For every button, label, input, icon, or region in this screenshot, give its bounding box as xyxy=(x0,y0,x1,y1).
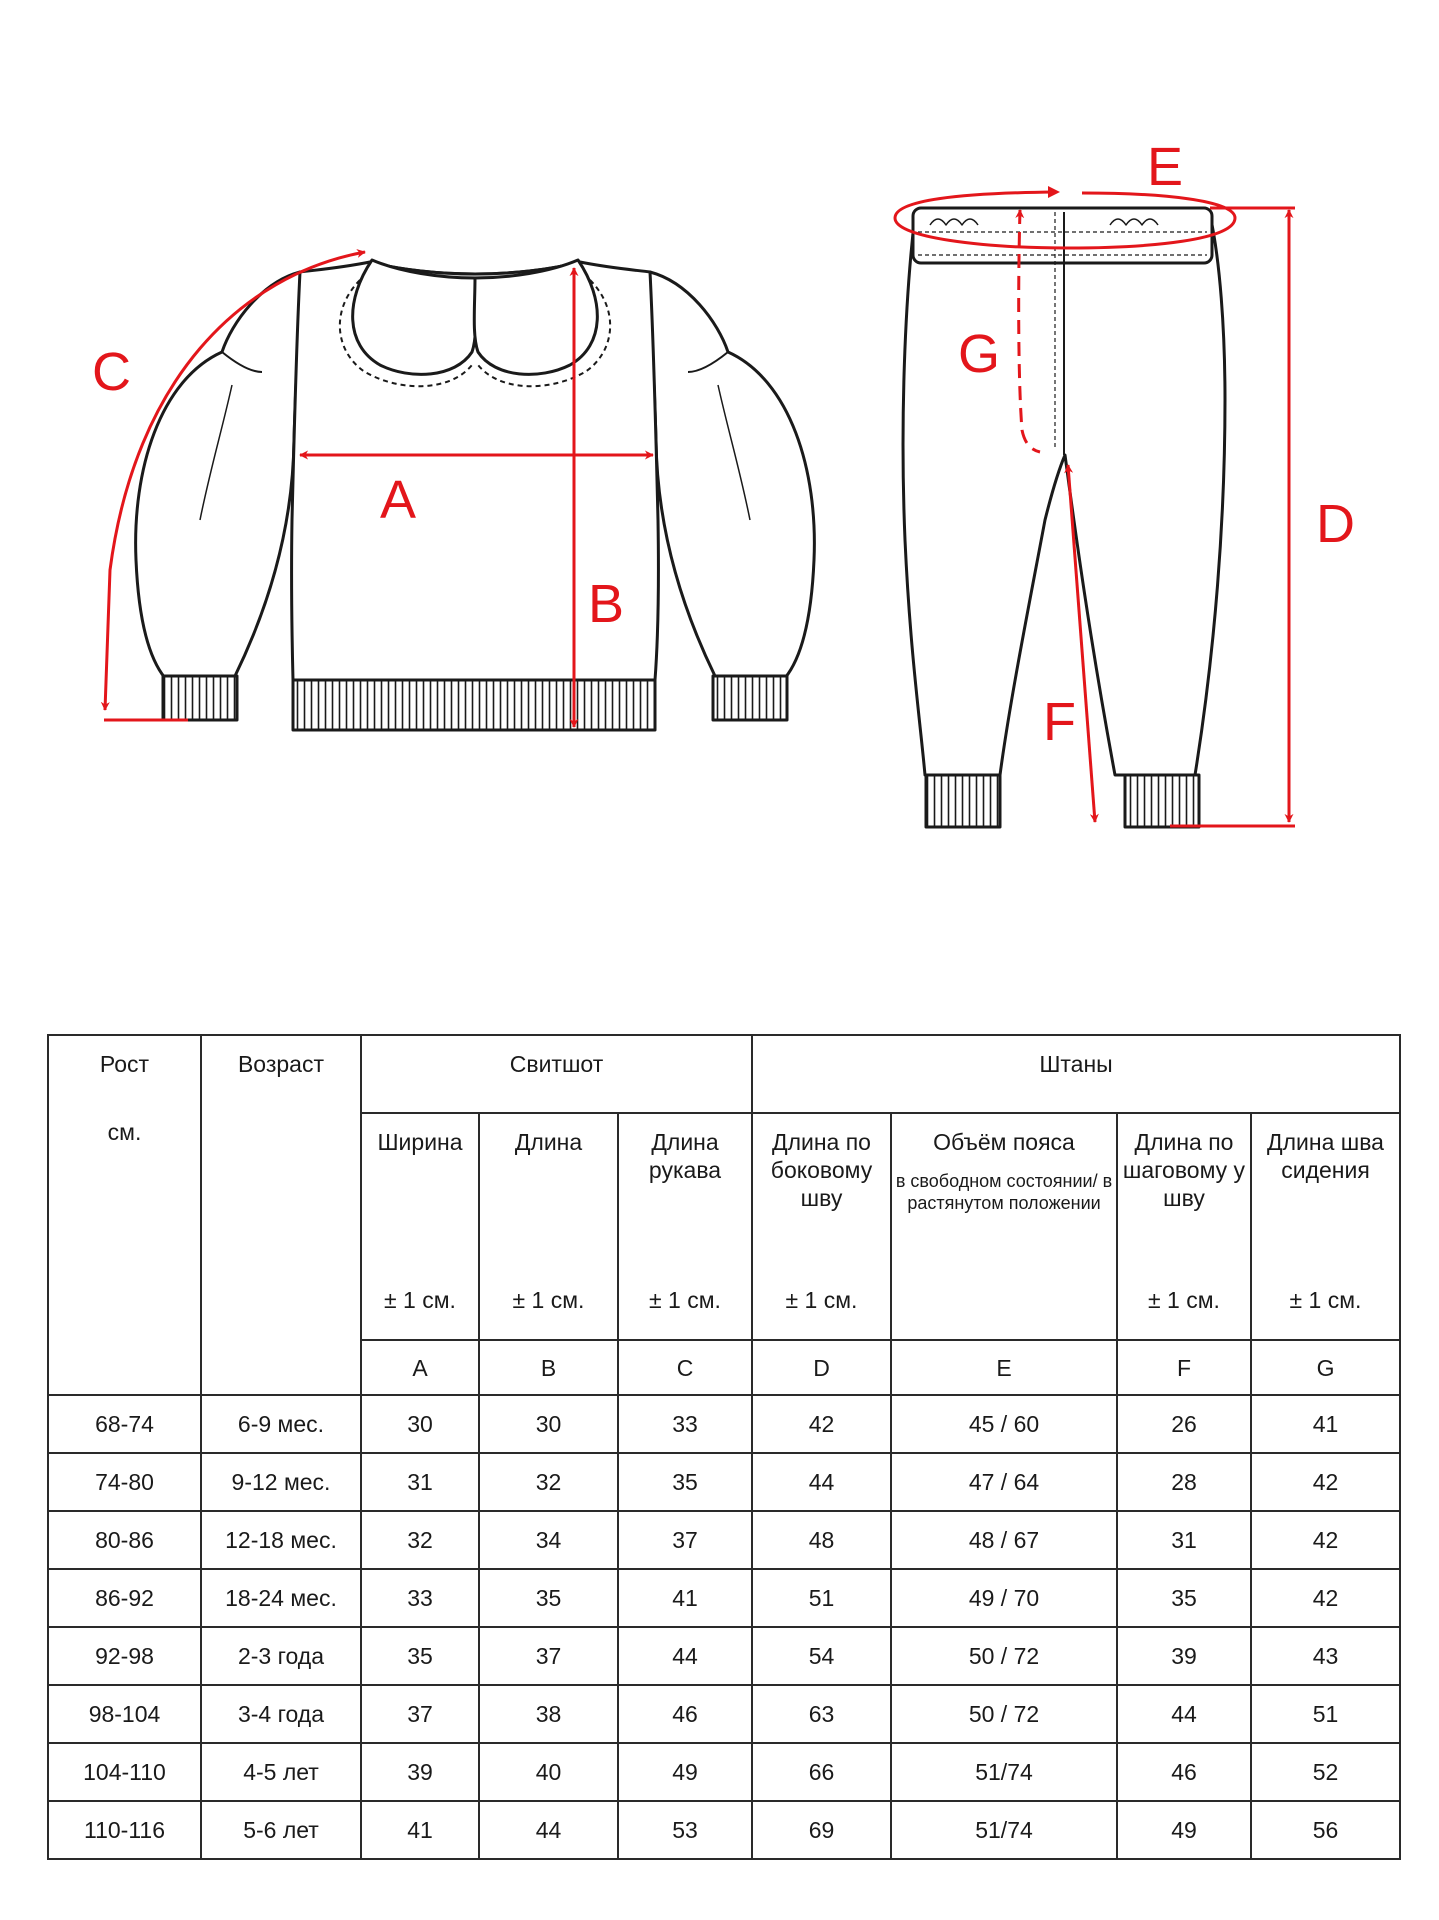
height-unit: см. xyxy=(107,1119,142,1145)
measure-header-g xyxy=(1251,1113,1400,1340)
measure-header-a xyxy=(361,1113,479,1340)
measure-value-cell: 53 xyxy=(618,1801,752,1859)
measure-value-cell: 50 / 72 xyxy=(891,1685,1117,1743)
measure-header-f xyxy=(1117,1113,1251,1340)
height-cell: 92-98 xyxy=(48,1627,201,1685)
measure-tolerance: ± 1 см. xyxy=(384,1287,456,1313)
measure-value-cell: 48 xyxy=(752,1511,891,1569)
measure-title: Длина по шаговому у шву xyxy=(1122,1129,1246,1211)
measure-title: Длина по боковому шву xyxy=(770,1129,873,1211)
measure-value-cell: 37 xyxy=(618,1511,752,1569)
height-cell: 104-110 xyxy=(48,1743,201,1801)
pants-left-cuff xyxy=(926,775,1000,827)
label-c: C xyxy=(92,342,131,402)
measure-value-cell: 50 / 72 xyxy=(891,1627,1117,1685)
header-row-groups xyxy=(48,1035,1400,1113)
measure-value-cell: 35 xyxy=(618,1453,752,1511)
table-row xyxy=(48,1395,1400,1453)
height-header: Рост xyxy=(99,1051,150,1077)
measure-tolerance: ± 1 см. xyxy=(649,1287,721,1313)
right-cuff xyxy=(713,676,787,720)
label-b: B xyxy=(588,574,625,634)
measure-value-cell: 35 xyxy=(1117,1569,1251,1627)
left-cuff xyxy=(163,676,237,720)
measure-header-b xyxy=(479,1113,618,1340)
collar-right xyxy=(474,260,597,374)
measure-value-cell: 51/74 xyxy=(891,1801,1117,1859)
age-cell: 4-5 лет xyxy=(201,1743,361,1801)
age-cell: 18-24 мес. xyxy=(201,1569,361,1627)
pants-right-cuff xyxy=(1125,775,1199,827)
age-cell: 3-4 года xyxy=(201,1685,361,1743)
table-row xyxy=(48,1685,1400,1743)
age-cell: 2-3 года xyxy=(201,1627,361,1685)
measure-value-cell: 42 xyxy=(752,1395,891,1453)
measure-title: Длина рукава xyxy=(648,1129,722,1183)
measure-value-cell: 46 xyxy=(1117,1743,1251,1801)
age-cell: 5-6 лет xyxy=(201,1801,361,1859)
right-sleeve xyxy=(650,272,814,678)
measure-subtitle: в свободном состоянии/ в растянутом положении xyxy=(895,1171,1113,1213)
table-row xyxy=(48,1743,1400,1801)
measure-value-cell: 32 xyxy=(479,1453,618,1511)
measure-title: Длина xyxy=(514,1129,583,1155)
measure-letter: F xyxy=(1117,1340,1251,1395)
measure-value-cell: 51 xyxy=(1251,1685,1400,1743)
collar-left xyxy=(353,260,476,374)
measure-letter: E xyxy=(891,1340,1117,1395)
measure-header-c xyxy=(618,1113,752,1340)
measure-value-cell: 41 xyxy=(618,1569,752,1627)
left-sleeve xyxy=(136,272,300,678)
measure-value-cell: 56 xyxy=(1251,1801,1400,1859)
measure-value-cell: 39 xyxy=(361,1743,479,1801)
measure-value-cell: 41 xyxy=(1251,1395,1400,1453)
measure-value-cell: 54 xyxy=(752,1627,891,1685)
height-cell: 80-86 xyxy=(48,1511,201,1569)
measure-value-cell: 49 xyxy=(618,1743,752,1801)
measure-value-cell: 66 xyxy=(752,1743,891,1801)
table-row xyxy=(48,1569,1400,1627)
table-row xyxy=(48,1801,1400,1859)
height-cell: 98-104 xyxy=(48,1685,201,1743)
label-a: A xyxy=(380,470,417,530)
height-cell: 86-92 xyxy=(48,1569,201,1627)
size-table xyxy=(47,1034,1401,1860)
measure-value-cell: 33 xyxy=(618,1395,752,1453)
age-header-cell xyxy=(201,1035,361,1395)
age-cell: 9-12 мес. xyxy=(201,1453,361,1511)
measure-value-cell: 37 xyxy=(479,1627,618,1685)
age-cell: 6-9 мес. xyxy=(201,1395,361,1453)
measure-value-cell: 44 xyxy=(479,1801,618,1859)
age-cell: 12-18 мес. xyxy=(201,1511,361,1569)
sweatshirt-drawing xyxy=(136,260,815,730)
measure-title: Объём пояса xyxy=(933,1129,1075,1155)
hem-rib xyxy=(293,680,655,730)
label-g: G xyxy=(958,324,1001,384)
measure-value-cell: 51/74 xyxy=(891,1743,1117,1801)
table-row xyxy=(48,1627,1400,1685)
measure-title: Длина шва сидения xyxy=(1267,1129,1384,1183)
table-row xyxy=(48,1511,1400,1569)
measure-value-cell: 44 xyxy=(1117,1685,1251,1743)
label-d: D xyxy=(1316,494,1355,554)
measure-value-cell: 46 xyxy=(618,1685,752,1743)
measure-letter: D xyxy=(752,1340,891,1395)
measure-title: Ширина xyxy=(377,1129,463,1155)
measure-value-cell: 51 xyxy=(752,1569,891,1627)
height-cell: 68-74 xyxy=(48,1395,201,1453)
height-header-cell xyxy=(48,1035,201,1395)
measure-header-e xyxy=(891,1113,1117,1340)
measure-value-cell: 35 xyxy=(479,1569,618,1627)
measure-value-cell: 69 xyxy=(752,1801,891,1859)
sweatshirt-header: Свитшот xyxy=(361,1035,752,1113)
measure-value-cell: 33 xyxy=(361,1569,479,1627)
measure-value-cell: 43 xyxy=(1251,1627,1400,1685)
measure-value-cell: 42 xyxy=(1251,1569,1400,1627)
measure-value-cell: 30 xyxy=(361,1395,479,1453)
measure-value-cell: 31 xyxy=(1117,1511,1251,1569)
age-header: Возраст xyxy=(237,1051,325,1077)
measure-letter: B xyxy=(479,1340,618,1395)
measure-tolerance: ± 1 см. xyxy=(785,1287,858,1313)
height-cell: 110-116 xyxy=(48,1801,201,1859)
label-e: E xyxy=(1147,137,1184,197)
measure-value-cell: 44 xyxy=(752,1453,891,1511)
height-cell: 74-80 xyxy=(48,1453,201,1511)
measure-value-cell: 47 / 64 xyxy=(891,1453,1117,1511)
measure-tolerance: ± 1 см. xyxy=(512,1287,585,1313)
measure-header-d xyxy=(752,1113,891,1340)
measure-value-cell: 37 xyxy=(361,1685,479,1743)
waistband xyxy=(913,208,1212,263)
measure-value-cell: 44 xyxy=(618,1627,752,1685)
measure-value-cell: 38 xyxy=(479,1685,618,1743)
measure-letter: C xyxy=(618,1340,752,1395)
measure-value-cell: 41 xyxy=(361,1801,479,1859)
measure-value-cell: 48 / 67 xyxy=(891,1511,1117,1569)
measure-value-cell: 31 xyxy=(361,1453,479,1511)
measure-tolerance: ± 1 см. xyxy=(1289,1287,1362,1313)
measure-letter: A xyxy=(361,1340,479,1395)
measure-value-cell: 35 xyxy=(361,1627,479,1685)
measure-value-cell: 42 xyxy=(1251,1453,1400,1511)
measure-value-cell: 40 xyxy=(479,1743,618,1801)
measure-value-cell: 26 xyxy=(1117,1395,1251,1453)
measure-letter: G xyxy=(1251,1340,1400,1395)
table-body xyxy=(48,1395,1400,1859)
measure-value-cell: 42 xyxy=(1251,1511,1400,1569)
measure-value-cell: 30 xyxy=(479,1395,618,1453)
measure-value-cell: 63 xyxy=(752,1685,891,1743)
measure-value-cell: 45 / 60 xyxy=(891,1395,1117,1453)
measure-value-cell: 32 xyxy=(361,1511,479,1569)
measure-tolerance: ± 1 см. xyxy=(1148,1287,1220,1313)
measure-value-cell: 28 xyxy=(1117,1453,1251,1511)
measure-value-cell: 52 xyxy=(1251,1743,1400,1801)
label-f: F xyxy=(1043,692,1076,752)
pants-header: Штаны xyxy=(752,1035,1400,1113)
measure-value-cell: 49 xyxy=(1117,1801,1251,1859)
table-row xyxy=(48,1453,1400,1511)
measure-value-cell: 39 xyxy=(1117,1627,1251,1685)
measure-value-cell: 34 xyxy=(479,1511,618,1569)
measure-value-cell: 49 / 70 xyxy=(891,1569,1117,1627)
